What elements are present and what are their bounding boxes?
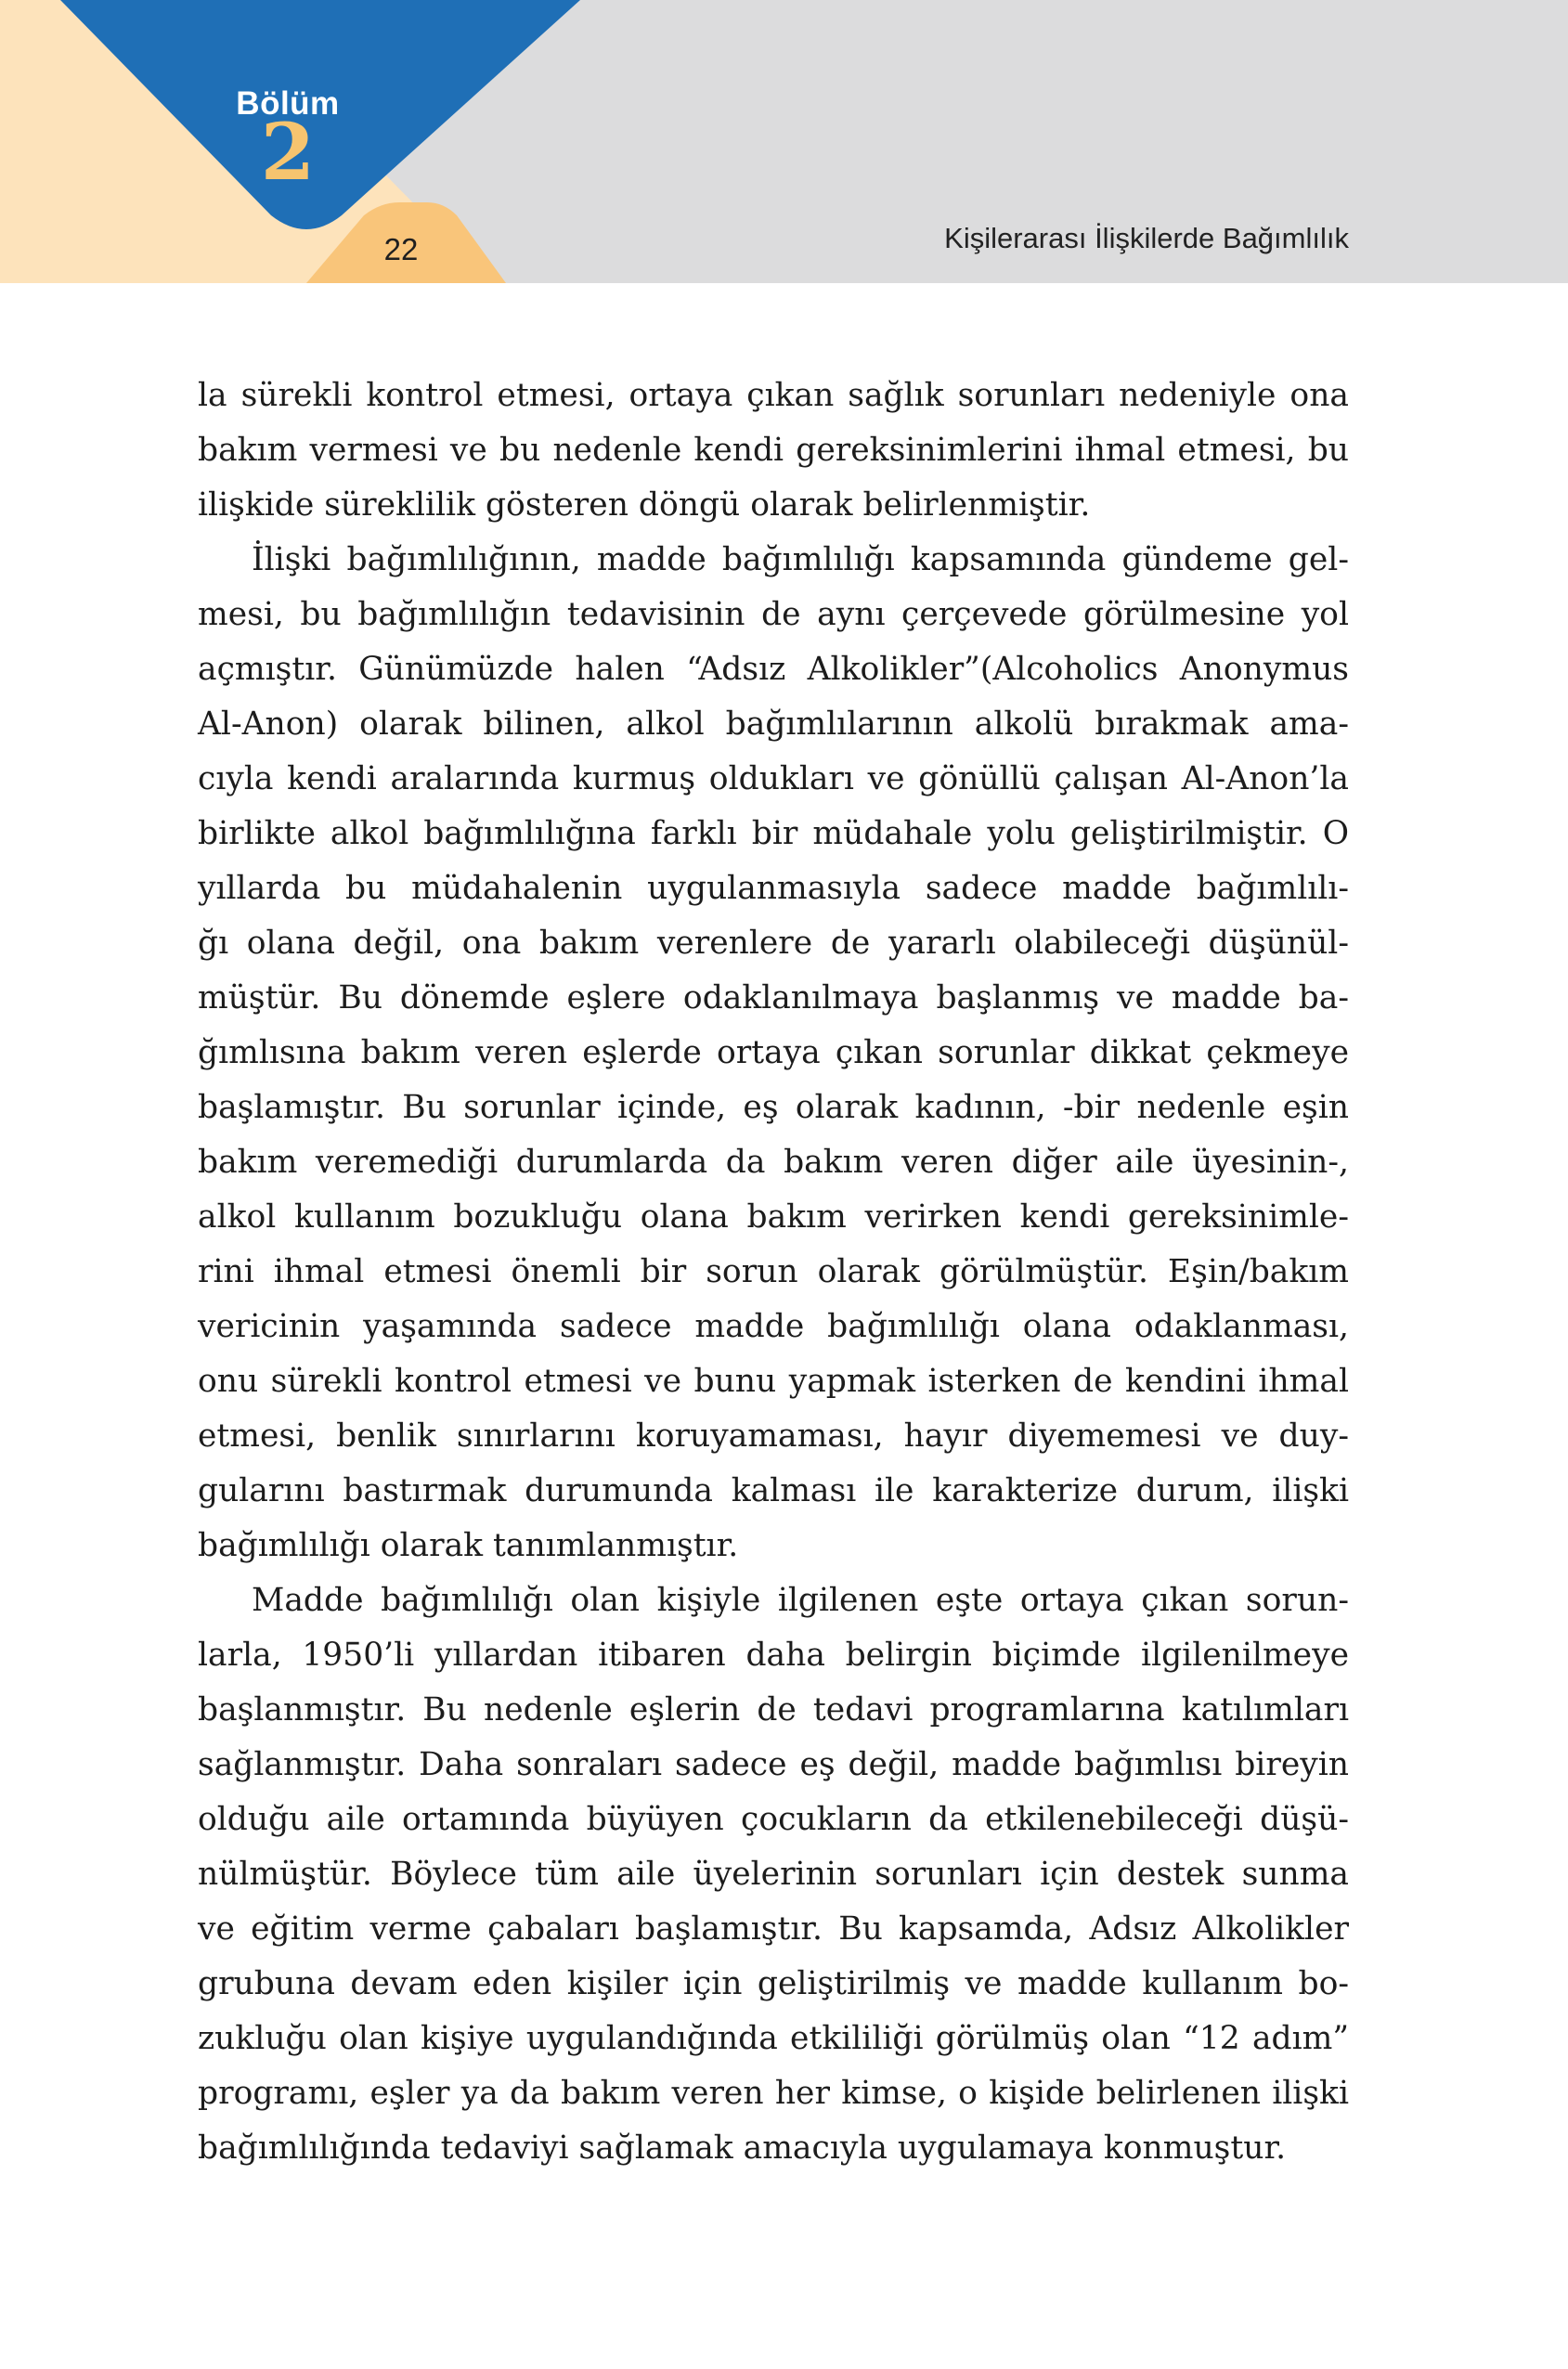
- text-line: başlamıştır. Bu sorunlar içinde, eş olarak kadının, -bir nedenle eşin: [198, 1089, 1349, 1126]
- page-number: 22: [383, 232, 419, 266]
- text-line: bağımlılığı olarak tanımlanmıştır.: [198, 1527, 739, 1564]
- text-line: müştür. Bu dönemde eşlere odaklanılmaya başlanmış ve madde ba-: [198, 979, 1349, 1016]
- chapter-label: Bölüm: [236, 85, 340, 122]
- text-line: cıyla kendi aralarında kurmuş oldukları ve gönüllü çalışan Al-Anon’la: [198, 760, 1349, 797]
- text-line: nülmüştür. Böylece tüm aile üyelerinin sorunları için destek sunma: [198, 1856, 1349, 1893]
- text-line: Al-Anon) olarak bilinen, alkol bağımlılarının alkolü bırakmak ama-: [198, 706, 1349, 743]
- text-line: onu sürekli kontrol etmesi ve bunu yapmak isterken de kendini ihmal: [198, 1363, 1349, 1400]
- text-line: ğımlısına bakım veren eşlerde ortaya çıkan sorunlar dikkat çekmeye: [198, 1034, 1349, 1071]
- text-line: gularını bastırmak durumunda kalması ile karakterize durum, ilişki: [198, 1472, 1349, 1509]
- text-line: programı, eşler ya da bakım veren her kimse, o kişide belirlenen ilişki: [198, 2075, 1349, 2112]
- text-line: bakım vermesi ve bu nedenle kendi gereksinimlerini ihmal etmesi, bu: [198, 432, 1349, 469]
- paragraph: [198, 369, 1349, 533]
- text-line: başlanmıştır. Bu nedenle eşlerin de tedavi programlarına katılımları: [198, 1691, 1349, 1728]
- chapter-number: 2: [260, 106, 316, 198]
- text-line: la sürekli kontrol etmesi, ortaya çıkan sağlık sorunları nedeniyle ona: [198, 377, 1349, 414]
- running-title: Kişilerarası İlişkilerde Bağımlılık: [944, 222, 1349, 254]
- text-line: İlişki bağımlılığının, madde bağımlılığı kapsamında gündeme gel-: [252, 541, 1349, 578]
- text-line: birlikte alkol bağımlılığına farklı bir müdahale yolu geliştirilmiştir. O: [198, 815, 1349, 852]
- text-line: bağımlılığında tedaviyi sağlamak amacıyla uygulamaya konmuştur.: [198, 2130, 1287, 2167]
- text-line: sağlanmıştır. Daha sonraları sadece eş değil, madde bağımlısı bireyin: [198, 1746, 1349, 1783]
- text-line: rini ihmal etmesi önemli bir sorun olarak görülmüştür. Eşin/bakım: [198, 1253, 1349, 1290]
- text-line: olduğu aile ortamında büyüyen çocukların da etkilenebileceği düşü-: [198, 1801, 1349, 1838]
- text-line: açmıştır. Günümüzde halen “Adsız Alkolikler”(Alcoholics Anonymus: [198, 651, 1349, 688]
- text-line: bakım veremediği durumlarda da bakım veren diğer aile üyesinin-,: [198, 1144, 1349, 1181]
- text-line: zukluğu olan kişiye uygulandığında etkililiği görülmüş olan “12 adım”: [198, 2020, 1349, 2057]
- text-line: ve eğitim verme çabaları başlamıştır. Bu kapsamda, Adsız Alkolikler: [198, 1910, 1349, 1948]
- paragraph: [198, 1573, 1349, 2176]
- text-line: larla, 1950’li yıllardan itibaren daha belirgin biçimde ilgilenilmeye: [198, 1637, 1349, 1674]
- text-line: ilişkide süreklilik gösteren döngü olarak belirlenmiştir.: [198, 486, 1091, 524]
- text-line: yıllarda bu müdahalenin uygulanmasıyla sadece madde bağımlılı-: [198, 870, 1349, 907]
- body-text: [198, 369, 1349, 2176]
- text-line: vericinin yaşamında sadece madde bağımlılığı olana odaklanması,: [198, 1308, 1349, 1345]
- text-line: etmesi, benlik sınırlarını koruyamaması, hayır diyememesi ve duy-: [198, 1418, 1349, 1455]
- text-line: alkol kullanım bozukluğu olana bakım verirken kendi gereksinimle-: [198, 1198, 1349, 1236]
- text-line: Madde bağımlılığı olan kişiyle ilgilenen eşte ortaya çıkan sorun-: [252, 1582, 1349, 1619]
- paragraph: [198, 533, 1349, 1573]
- text-line: ğı olana değil, ona bakım verenlere de yararlı olabileceği düşünül-: [198, 925, 1349, 962]
- text-line: mesi, bu bağımlılığın tedavisinin de aynı çerçevede görülmesine yol: [198, 596, 1349, 633]
- text-line: grubuna devam eden kişiler için geliştirilmiş ve madde kullanım bo-: [198, 1965, 1349, 2002]
